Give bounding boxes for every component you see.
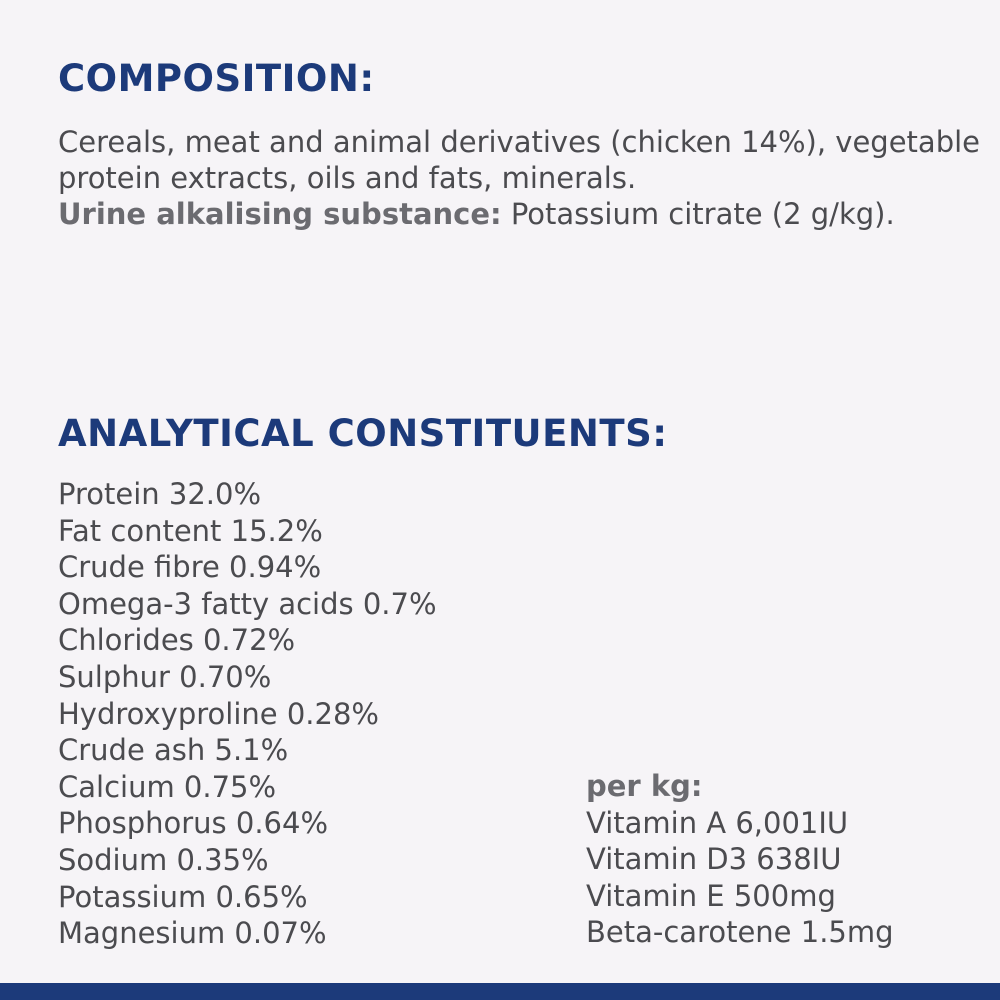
constituent-item: Fat content 15.2%	[58, 513, 323, 548]
vitamin-item: Vitamin E 500mg	[586, 878, 836, 913]
vitamins-block	[586, 768, 894, 951]
constituents-list	[58, 476, 437, 952]
constituent-item: Phosphorus 0.64%	[58, 806, 329, 841]
constituent-item: Crude fibre 0.94%	[58, 550, 322, 585]
constituent-item: Chlorides 0.72%	[58, 623, 296, 658]
constituent-item: Potassium 0.65%	[58, 879, 308, 914]
vitamin-item: Vitamin A 6,001IU	[586, 805, 849, 840]
urine-alkalising-value: Potassium citrate (2 g/kg).	[501, 197, 895, 231]
analytical-constituents-heading: ANALYTICAL CONSTITUENTS:	[58, 412, 668, 455]
constituent-item: Protein 32.0%	[58, 477, 261, 511]
urine-alkalising-line	[58, 196, 988, 232]
composition-ingredients: Cereals, meat and animal derivatives (chicken 14%), vegetable protein extracts, oils and fats, minerals.	[58, 125, 980, 195]
composition-text	[58, 124, 988, 232]
per-kg-label: per kg:	[586, 769, 703, 803]
constituent-item: Magnesium 0.07%	[58, 916, 327, 951]
constituent-item: Sulphur 0.70%	[58, 659, 272, 694]
urine-alkalising-label: Urine alkalising substance:	[58, 197, 502, 231]
constituent-item: Sodium 0.35%	[58, 842, 269, 877]
constituent-item: Crude ash 5.1%	[58, 733, 289, 768]
vitamin-item: Vitamin D3 638IU	[586, 842, 842, 877]
constituent-item: Calcium 0.75%	[58, 769, 277, 804]
vitamins-list	[586, 805, 894, 951]
footer-bar	[0, 983, 1000, 1000]
constituent-item: Hydroxyproline 0.28%	[58, 696, 379, 731]
composition-heading: COMPOSITION:	[58, 57, 375, 100]
constituent-item: Omega-3 fatty acids 0.7%	[58, 586, 437, 621]
vitamin-item: Beta-carotene 1.5mg	[586, 915, 894, 950]
